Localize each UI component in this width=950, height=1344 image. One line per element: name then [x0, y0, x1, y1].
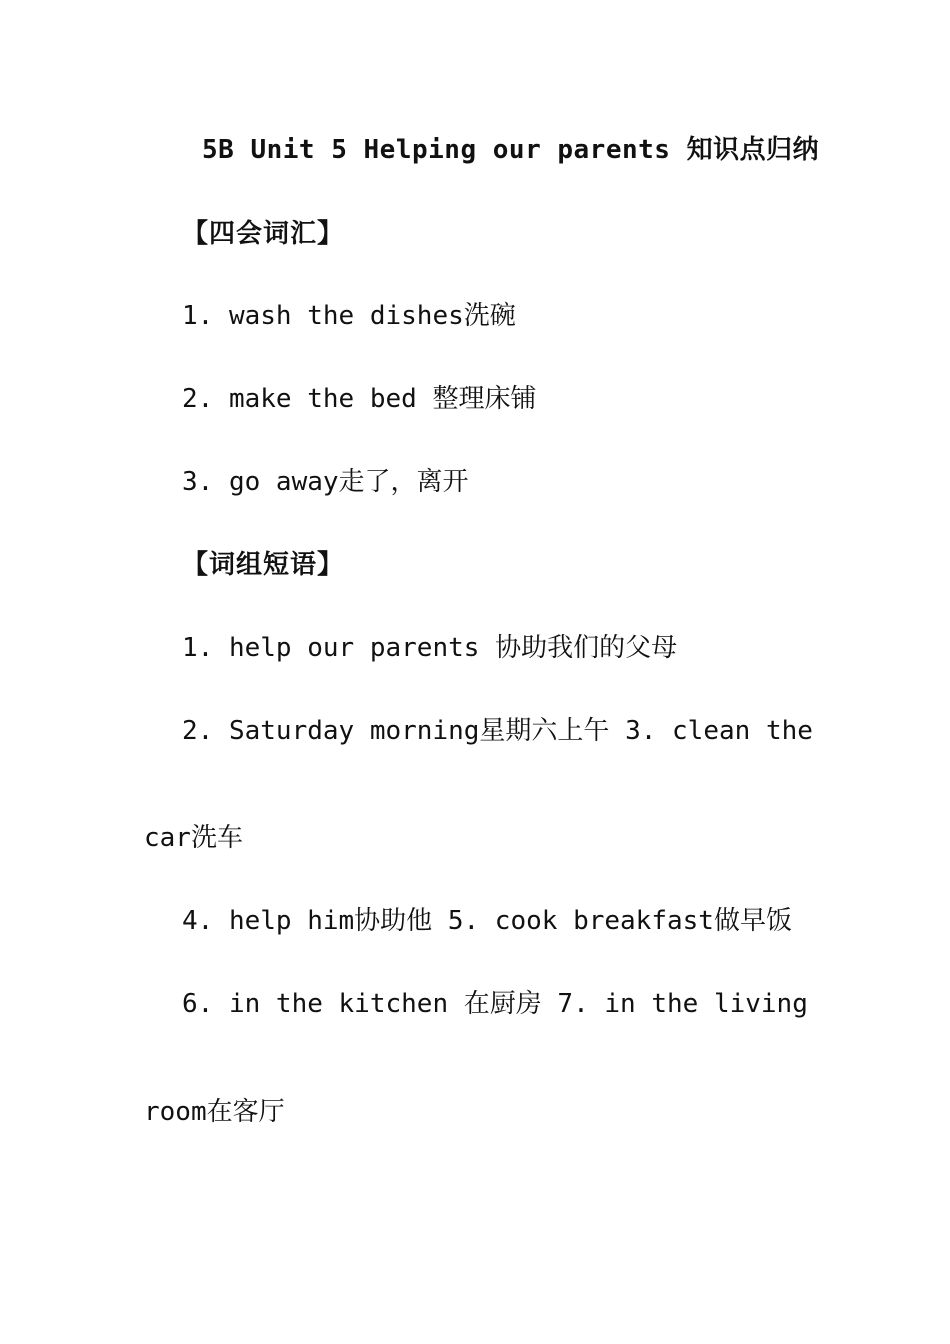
phrase-line-2-continued: car洗车 — [144, 823, 243, 853]
document-title: 5B Unit 5 Helping our parents 知识点归纳 — [202, 135, 820, 165]
phrase-line-4-continued: room在客厅 — [144, 1097, 285, 1127]
section-heading-phrases: 【词组短语】 — [182, 550, 345, 580]
section-heading-vocabulary: 【四会词汇】 — [182, 219, 345, 249]
vocabulary-item-3: 3. go away走了，离开 — [182, 467, 469, 497]
phrase-line-1: 1. help our parents 协助我们的父母 — [182, 633, 678, 663]
phrase-line-2: 2. Saturday morning星期六上午 3. clean the — [182, 716, 813, 746]
vocabulary-item-1: 1. wash the dishes洗碗 — [182, 301, 516, 331]
vocabulary-item-2: 2. make the bed 整理床铺 — [182, 384, 537, 414]
phrase-line-4: 6. in the kitchen 在厨房 7. in the living — [182, 989, 808, 1019]
phrase-line-3: 4. help him协助他 5. cook breakfast做早饭 — [182, 906, 792, 936]
